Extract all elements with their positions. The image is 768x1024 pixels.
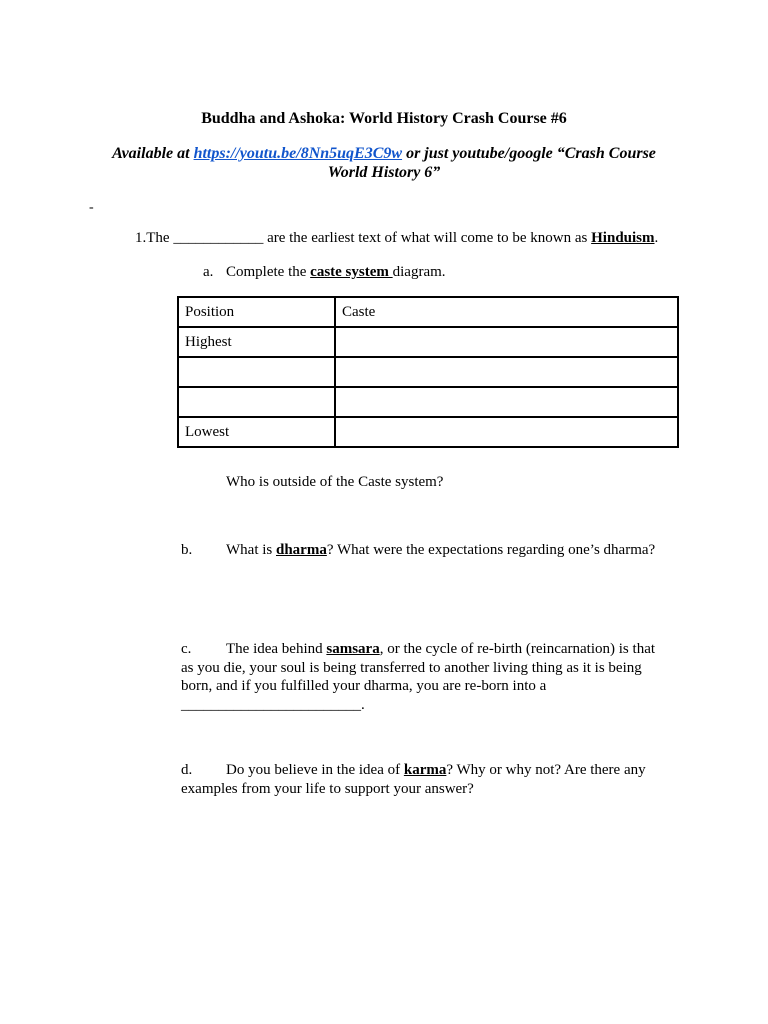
caste-cell[interactable] [335, 417, 678, 447]
question-a [203, 264, 446, 281]
stray-dash: - [89, 200, 94, 215]
table-row [178, 357, 678, 387]
worksheet-title: Buddha and Ashoka: World History Crash Course #6 [201, 110, 567, 127]
outside-caste-question: Who is outside of the Caste system? [226, 474, 444, 490]
position-cell[interactable] [178, 357, 335, 387]
question-1-term: Hinduism [591, 230, 655, 246]
header-caste: Caste [335, 297, 678, 327]
caste-cell[interactable] [335, 327, 678, 357]
table-row [178, 417, 678, 447]
question-b-text: What is [226, 542, 276, 558]
table-row [178, 327, 678, 357]
position-cell: Highest [178, 327, 335, 357]
caste-cell[interactable] [335, 357, 678, 387]
table-header-row [178, 297, 678, 327]
question-a-letter: a. [203, 264, 214, 280]
question-b-term: dharma [276, 542, 327, 558]
position-cell: Lowest [178, 417, 335, 447]
header-position: Position [178, 297, 335, 327]
question-a-end: diagram. [392, 264, 446, 280]
question-d [181, 761, 671, 798]
question-1 [135, 230, 658, 247]
availability-prefix: Available at [112, 145, 194, 162]
video-link[interactable]: https://youtu.be/8Nn5uqE3C9w [193, 145, 403, 162]
availability-line [96, 144, 672, 182]
question-a-text: Complete the [226, 264, 311, 280]
question-a-term: caste system [310, 264, 393, 280]
question-d-text: Do you believe in the idea of [226, 762, 404, 778]
question-d-term: karma [403, 762, 447, 778]
question-b-letter: b. [181, 542, 193, 558]
question-c-end: , or the cycle of re-birth (reincarnation) is that as you die, your soul is being transferred to another living thing as it is being born, and if you fulfilled your dharma, you are re-born into a ________________________. [181, 641, 656, 713]
question-1-end: . [654, 230, 659, 246]
question-b-end: ? What were the expectations regarding one’s dharma? [326, 542, 656, 558]
question-1-text: 1.The ____________ are the earliest text of what will come to be known as [135, 230, 592, 246]
position-cell[interactable] [178, 387, 335, 417]
question-c-term: samsara [326, 641, 380, 657]
question-c [181, 640, 671, 714]
question-b [181, 541, 671, 560]
table-row [178, 387, 678, 417]
caste-cell[interactable] [335, 387, 678, 417]
question-d-end: ? Why or why not? Are there any examples from your life to support your answer? [181, 762, 646, 797]
question-c-letter: c. [181, 641, 192, 657]
caste-table [177, 296, 679, 448]
availability-suffix: or just youtube/google “Crash Course World History 6” [327, 145, 656, 181]
question-d-letter: d. [181, 762, 193, 778]
question-c-text: The idea behind [226, 641, 327, 657]
